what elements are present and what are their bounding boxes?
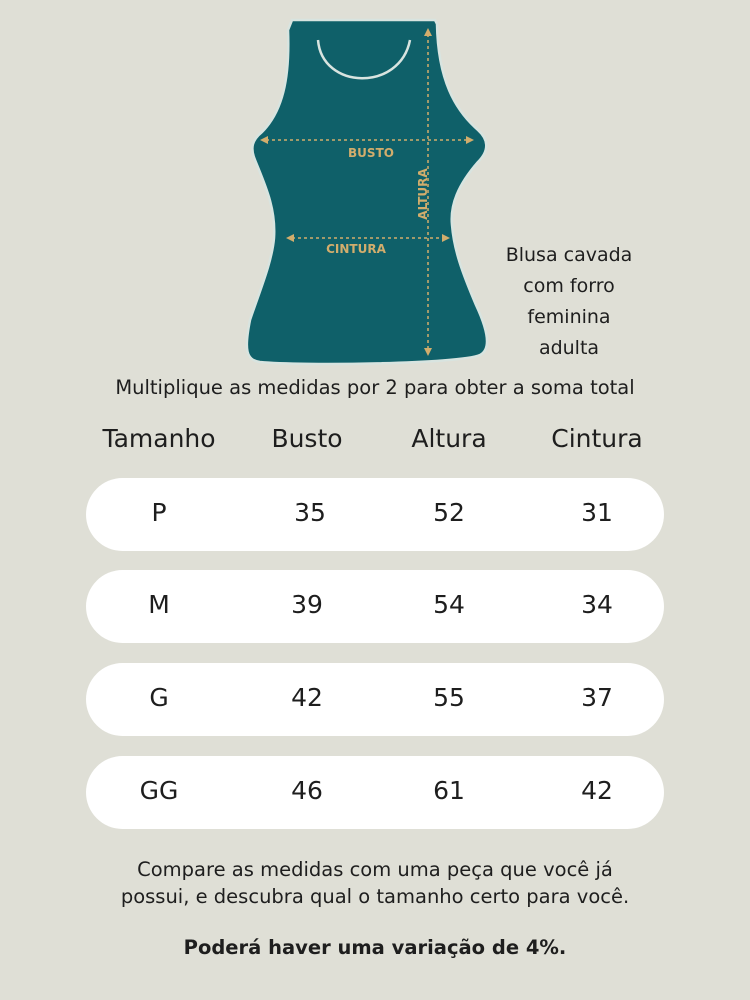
tank-top-body [247,20,487,364]
height-cell: 52 [433,498,465,527]
header-size: Tamanho [102,424,216,453]
header-height: Altura [411,424,487,453]
product-description-line: adulta [538,337,600,359]
waist-label: CINTURA [326,242,386,256]
waist-cell: 37 [581,683,613,712]
product-description-line: feminina [527,306,611,328]
size-table-header [0,424,750,464]
size-cell: G [149,683,169,712]
bust-label: BUSTO [348,146,394,160]
bust-cell: 46 [291,776,323,805]
size-row-gg [86,756,664,829]
size-cell: GG [139,776,179,805]
header-waist: Cintura [551,424,643,453]
waist-cell: 42 [581,776,613,805]
waist-cell: 34 [581,590,613,619]
instruction-text: Multiplique as medidas por 2 para obter a soma total [115,376,635,399]
size-row-g [86,663,664,736]
bust-cell: 39 [291,590,323,619]
size-row-p [86,478,664,551]
height-cell: 61 [433,776,465,805]
height-cell: 54 [433,590,465,619]
product-description-line: com forro [523,275,615,297]
waist-cell: 31 [581,498,613,527]
comparison-tip [0,856,750,910]
size-cell: M [148,590,170,619]
size-cell: P [151,498,167,527]
comparison-tip-line: possui, e descubra qual o tamanho certo para você. [120,885,630,908]
header-bust: Busto [271,424,343,453]
variation-warning: Poderá haver uma variação de 4%. [183,936,567,959]
product-description [490,240,648,364]
height-label: ALTURA [416,168,430,220]
height-cell: 55 [433,683,465,712]
product-description-line: Blusa cavada [505,244,633,266]
bust-cell: 42 [291,683,323,712]
size-row-m [86,570,664,643]
comparison-tip-line: Compare as medidas com uma peça que você já [137,858,613,881]
bust-cell: 35 [294,498,326,527]
